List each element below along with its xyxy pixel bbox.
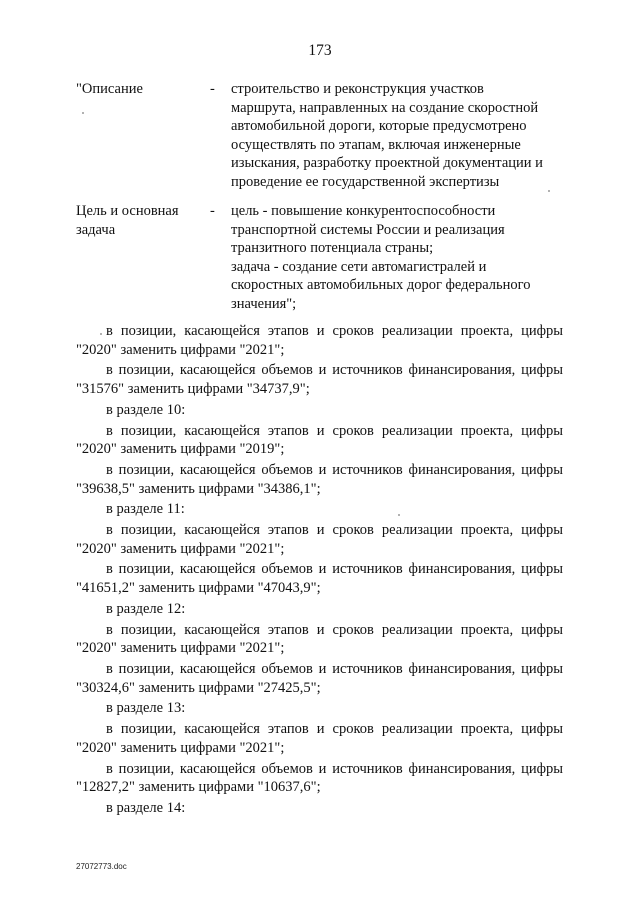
page-number: 173 <box>308 42 332 59</box>
amendment-paragraph: в позиции, касающейся этапов и сроков реализации проекта, цифры "2020" заменить цифрами "2019"; <box>76 422 563 458</box>
definition-line: транзитного потенциала страны; <box>231 240 434 256</box>
definition-text <box>231 202 581 313</box>
section-heading: в разделе 13: <box>106 700 186 717</box>
definition-line: изыскания, разработку проектной документации и <box>231 155 543 171</box>
amendment-paragraph: в позиции, касающейся объемов и источников финансирования, цифры "31576" заменить цифрами "34737,9"; <box>76 362 563 397</box>
scan-speck <box>100 333 102 335</box>
document-file-code: 27072773.doc <box>76 862 127 871</box>
amendment-paragraph: в позиции, касающейся этапов и сроков реализации проекта, цифры "2020" заменить цифрами "2021"; <box>76 721 563 756</box>
definition-term-line: Цель и основная <box>76 203 179 219</box>
definition-line: задача - создание сети автомагистралей и <box>231 258 487 275</box>
section-heading: в разделе 14: <box>106 799 186 816</box>
definition-dash: - <box>210 81 215 97</box>
definition-line: транспортной системы России и реализация <box>231 221 505 238</box>
scan-speck <box>82 112 84 114</box>
definition-dash: - <box>210 203 215 219</box>
scan-speck <box>548 190 550 192</box>
amendments-body <box>76 322 563 820</box>
scan-speck <box>398 514 400 516</box>
amendment-paragraph: в позиции, касающейся этапов и сроков реализации проекта, цифры "2020" заменить цифрами "2021"; <box>76 323 563 358</box>
definition-line: осуществлять по этапам, включая инженерные <box>231 136 521 153</box>
section-heading: в разделе 11: <box>106 501 185 518</box>
amendment-paragraph: в позиции, касающейся этапов и сроков реализации проекта, цифры "2020" заменить цифрами "2021"; <box>76 621 563 657</box>
definition-term: "Описание <box>76 81 143 97</box>
amendment-paragraph: в позиции, касающейся объемов и источников финансирования, цифры "41651,2" заменить цифрами "47043,9"; <box>76 561 563 597</box>
definition-line: строительство и реконструкция участков <box>231 81 484 97</box>
definition-line: значения"; <box>231 295 297 312</box>
definition-text <box>231 80 581 191</box>
amendment-paragraph: в позиции, касающейся объемов и источников финансирования, цифры "12827,2" заменить цифрами "10637,6"; <box>76 760 563 796</box>
section-heading: в разделе 10: <box>106 401 186 418</box>
amendment-paragraph: в позиции, касающейся этапов и сроков реализации проекта, цифры "2020" заменить цифрами "2021"; <box>76 522 563 557</box>
definition-line: цель - повышение конкурентоспособности <box>231 203 496 219</box>
section-heading: в разделе 12: <box>106 600 186 617</box>
definition-term-line: задача <box>76 221 116 238</box>
definition-line: проведение ее государственной экспертизы <box>231 173 500 190</box>
definition-line: скоростных автомобильных дорог федерального <box>231 277 531 293</box>
amendment-paragraph: в позиции, касающейся объемов и источников финансирования, цифры "30324,6" заменить цифрами "27425,5"; <box>76 660 563 696</box>
amendment-paragraph: в позиции, касающейся объемов и источников финансирования, цифры "39638,5" заменить цифрами "34386,1"; <box>76 461 563 497</box>
definition-line: автомобильной дороги, которые предусмотрено <box>231 118 527 134</box>
definition-line: маршрута, направленных на создание скоростной <box>231 99 539 116</box>
definition-term <box>76 202 206 239</box>
